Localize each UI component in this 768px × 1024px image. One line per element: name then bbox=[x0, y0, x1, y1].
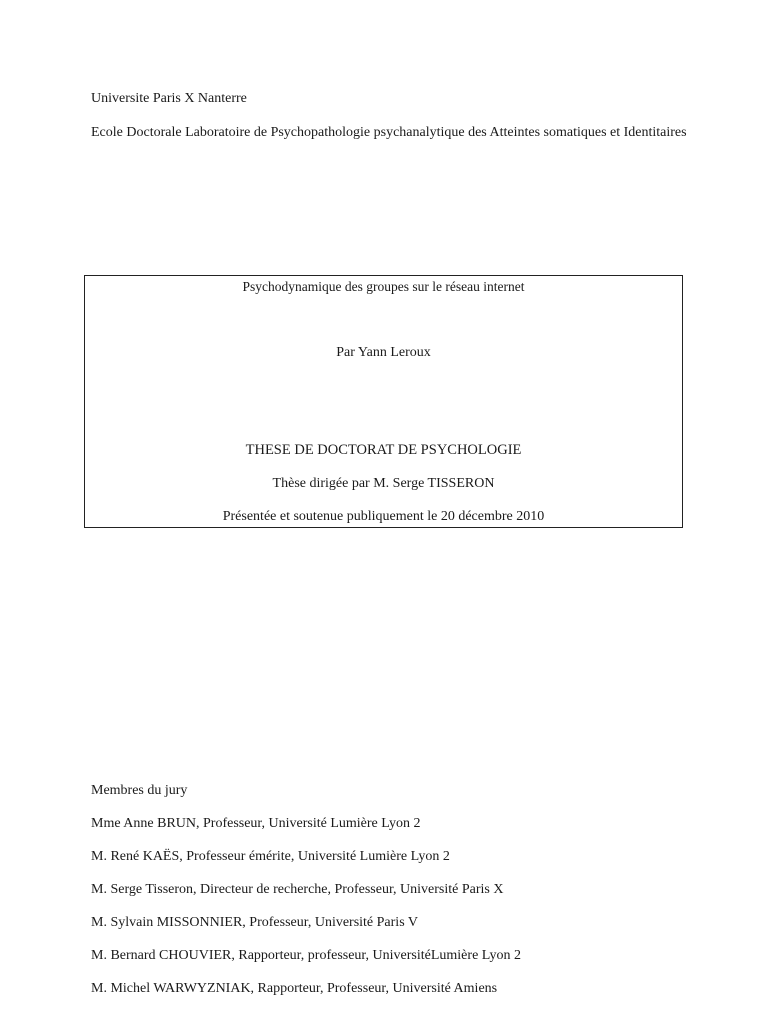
jury-member: M. Serge Tisseron, Directeur de recherche, Professeur, Université Paris X bbox=[91, 882, 504, 897]
jury-member: M. René KAËS, Professeur émérite, Université Lumière Lyon 2 bbox=[91, 849, 450, 864]
thesis-author: Par Yann Leroux bbox=[336, 345, 431, 360]
thesis-title-box bbox=[84, 275, 683, 528]
thesis-degree: THESE DE DOCTORAT DE PSYCHOLOGIE bbox=[245, 442, 522, 458]
jury-member: Mme Anne BRUN, Professeur, Université Lumière Lyon 2 bbox=[91, 816, 421, 831]
jury-member: M. Sylvain MISSONNIER, Professeur, Université Paris V bbox=[91, 915, 419, 930]
defense-date: Présentée et soutenue publiquement le 20 décembre 2010 bbox=[222, 509, 545, 524]
thesis-title: Psychodynamique des groupes sur le réseau internet bbox=[242, 279, 525, 294]
university-name: Universite Paris X Nanterre bbox=[91, 91, 247, 106]
jury-member: M. Michel WARWYZNIAK, Rapporteur, Professeur, Université Amiens bbox=[91, 981, 498, 996]
thesis-director: Thèse dirigée par M. Serge TISSERON bbox=[272, 476, 495, 491]
jury-heading: Membres du jury bbox=[91, 783, 188, 798]
doctoral-school: Ecole Doctorale Laboratoire de Psychopathologie psychanalytique des Atteintes somatiques et Identitaires bbox=[91, 125, 687, 140]
jury-member: M. Bernard CHOUVIER, Rapporteur, professeur, UniversitéLumière Lyon 2 bbox=[91, 948, 522, 963]
